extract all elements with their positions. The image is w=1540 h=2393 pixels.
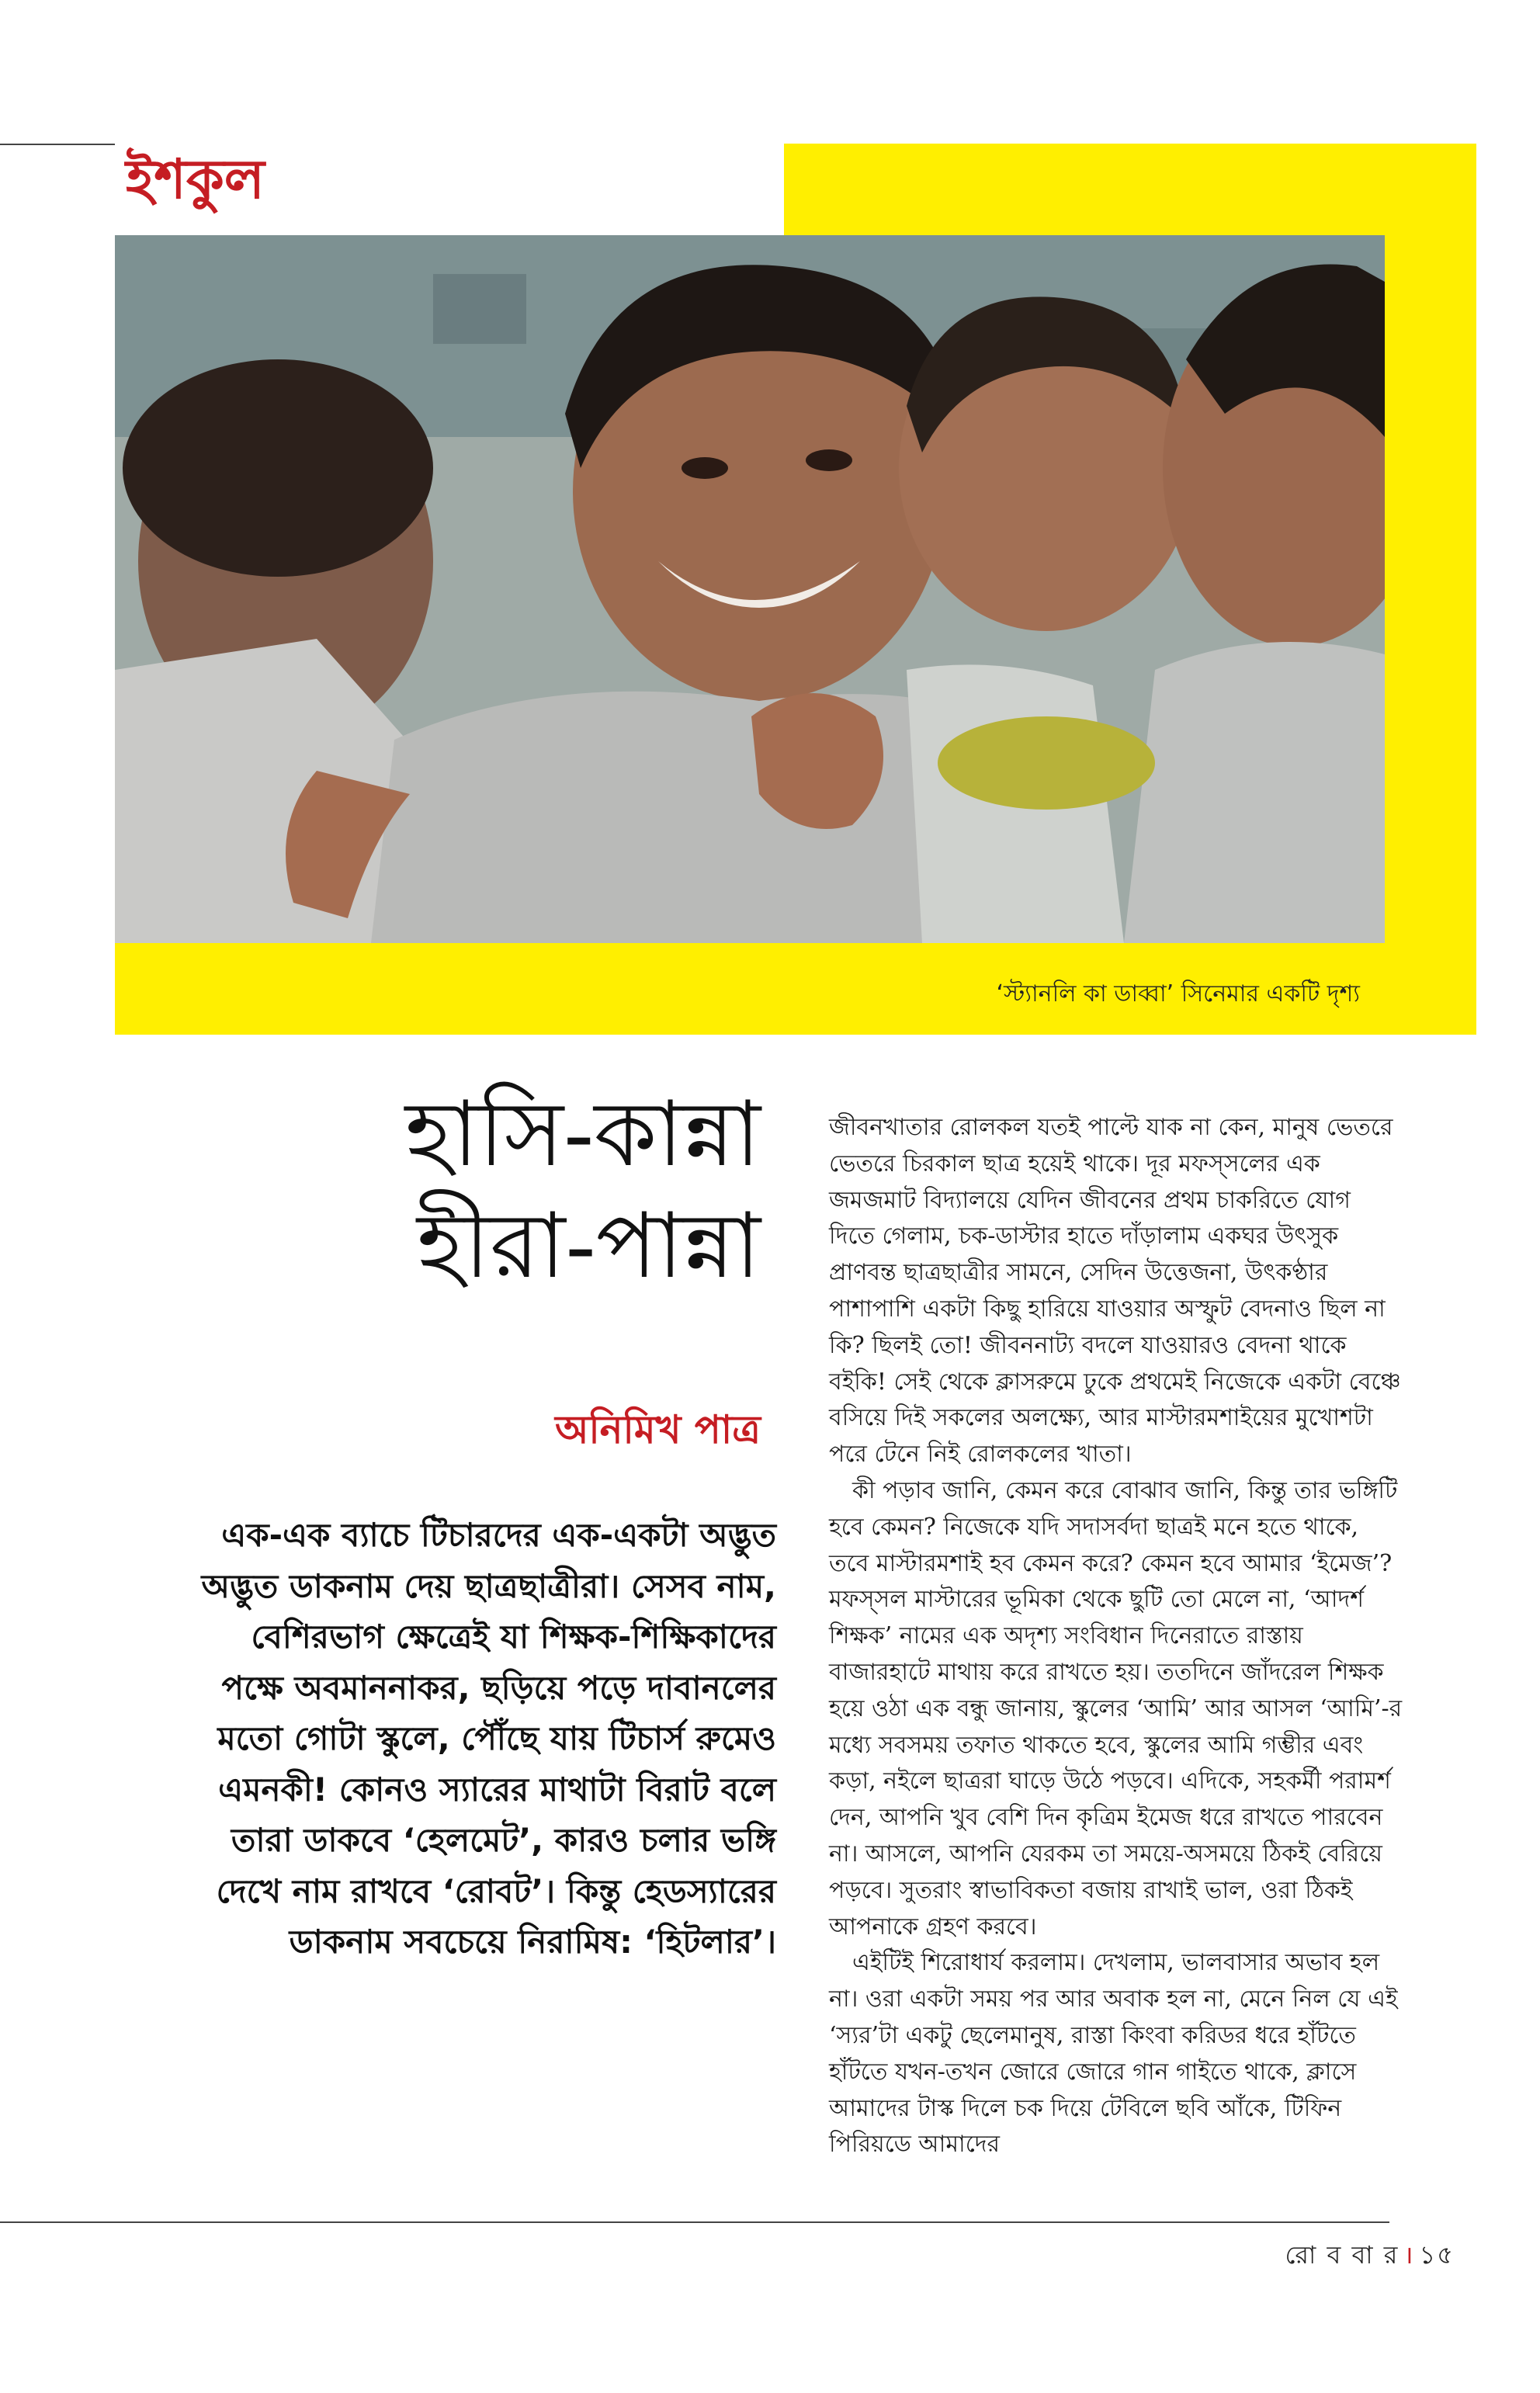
article-body (829, 1110, 1403, 2163)
article-photo (115, 235, 1385, 943)
headline (264, 1079, 761, 1302)
footer-separator: । (1403, 2240, 1415, 2270)
section-label: ইশকুল (126, 147, 265, 211)
byline: অনিমিখ পাত্র (555, 1407, 761, 1452)
intro-blurb (186, 1510, 776, 1968)
body-paragraph-3: এইটিই শিরোধার্য করলাম। দেখলাম, ভালবাসার অভাব হল না। ওরা একটা সময় পর আর অবাক হল না, মেনে নিল যে এই ‘স্যর’টা একটু ছেলেমানুষ, রাস্তা কিংবা করিডর ধরে হাঁটতে হাঁটতে যখন-তখন জোরে জোরে গান গাইতে থাকে, ক্লাসে আমাদের টাস্ক দিলে চক দিয়ে টেবিলে ছবি আঁকে, টিফিন পিরিয়ডে আমাদের (829, 1949, 1398, 2159)
magazine-name: রো ব বা র (1285, 2240, 1400, 2270)
headline-line-1: হাসি-কান্না (404, 1082, 761, 1187)
photo-caption: ‘স্ট্যানলি কা ডাব্বা’ সিনেমার একটি দৃশ্য (996, 980, 1360, 1007)
page-footer (1285, 2235, 1455, 2277)
intro-text: এক-এক ব্যাচে টিচারদের এক-একটা অদ্ভুত অদ্ভুত ডাকনাম দেয় ছাত্রছাত্রীরা। সেসব নাম, বেশিরভাগ ক্ষেত্রেই যা শিক্ষক-শিক্ষিকাদের পক্ষে অবমাননাকর, ছড়িয়ে পড়ে দাবানলের মতো গোটা স্কুলে, পৌঁছে যায় টিচার্স রুমেও এমনকী! কোনও স্যারের মাথাটা বিরাট বলে তারা ডাকবে ‘হেলমেট’, কারও চলার ভঙ্গি দেখে নাম রাখবে ‘রোবট’। কিন্তু হেডস্যারের ডাকনাম সবচেয়ে নিরামিষ: ‘হিটলার’। (201, 1516, 776, 1961)
photo-illustration (115, 235, 1385, 943)
headline-line-2: হীরা-পান্না (416, 1193, 761, 1299)
page-number: ১৫ (1419, 2240, 1455, 2270)
bottom-rule (0, 2221, 1389, 2223)
body-paragraph-1: জীবনখাতার রোলকল যতই পাল্টে যাক না কেন, মানুষ ভেতরে ভেতরে চিরকাল ছাত্র হয়েই থাকে। দূর মফস্সলের এক জমজমাট বিদ্যালয়ে যেদিন জীবনের প্রথম চাকরিতে যোগ দিতে গেলাম, চক-ডাস্টার হাতে দাঁড়ালাম একঘর উৎসুক প্রাণবন্ত ছাত্রছাত্রীর সামনে, সেদিন উত্তেজনা, উৎকণ্ঠার পাশাপাশি একটা কিছু হারিয়ে যাওয়ার অস্ফুট বেদনাও ছিল না কি? ছিলই তো! জীবননাট্য বদলে যাওয়ারও বেদনা থাকে বইকি! সেই থেকে ক্লাসরুমে ঢুকে প্রথমেই নিজেকে একটা বেঞ্চে বসিয়ে দিই সকলের অলক্ষ্যে, আর মাস্টারমশাইয়ের মুখোশটা পরে টেনে নিই রোলকলের খাতা। (829, 1114, 1401, 1469)
body-paragraph-2: কী পড়াব জানি, কেমন করে বোঝাব জানি, কিন্তু তার ভঙ্গিটি হবে কেমন? নিজেকে যদি সদাসর্বদা ছাত্রই মনে হতে থাকে, তবে মাস্টারমশাই হব কেমন করে? কেমন হবে আমার ‘ইমেজ’? মফস্সল মাস্টারের ভূমিকা থেকে ছুটি তো মেলে না, ‘আদর্শ শিক্ষক’ নামের এক অদৃশ্য সংবিধান দিনেরাতে রাস্তায় বাজারহাটে মাথায় করে রাখতে হয়। ততদিনে জাঁদরেল শিক্ষক হয়ে ওঠা এক বন্ধু জানায়, স্কুলের ‘আমি’ আর আসল ‘আমি’-র মধ্যে সবসময় তফাত থাকতে হবে, স্কুলের আমি গম্ভীর এবং কড়া, নইলে ছাত্ররা ঘাড়ে উঠে পড়বে। এদিকে, সহকর্মী পরামর্শ দেন, আপনি খুব বেশি দিন কৃত্রিম ইমেজ ধরে রাখতে পারবেন না। আসলে, আপনি যেরকম তা সময়ে-অসময়ে ঠিকই বেরিয়ে পড়বে। সুতরাং স্বাভাবিকতা বজায় রাখাই ভাল, ওরা ঠিকই আপনাকে গ্রহণ করবে। (829, 1476, 1403, 1940)
